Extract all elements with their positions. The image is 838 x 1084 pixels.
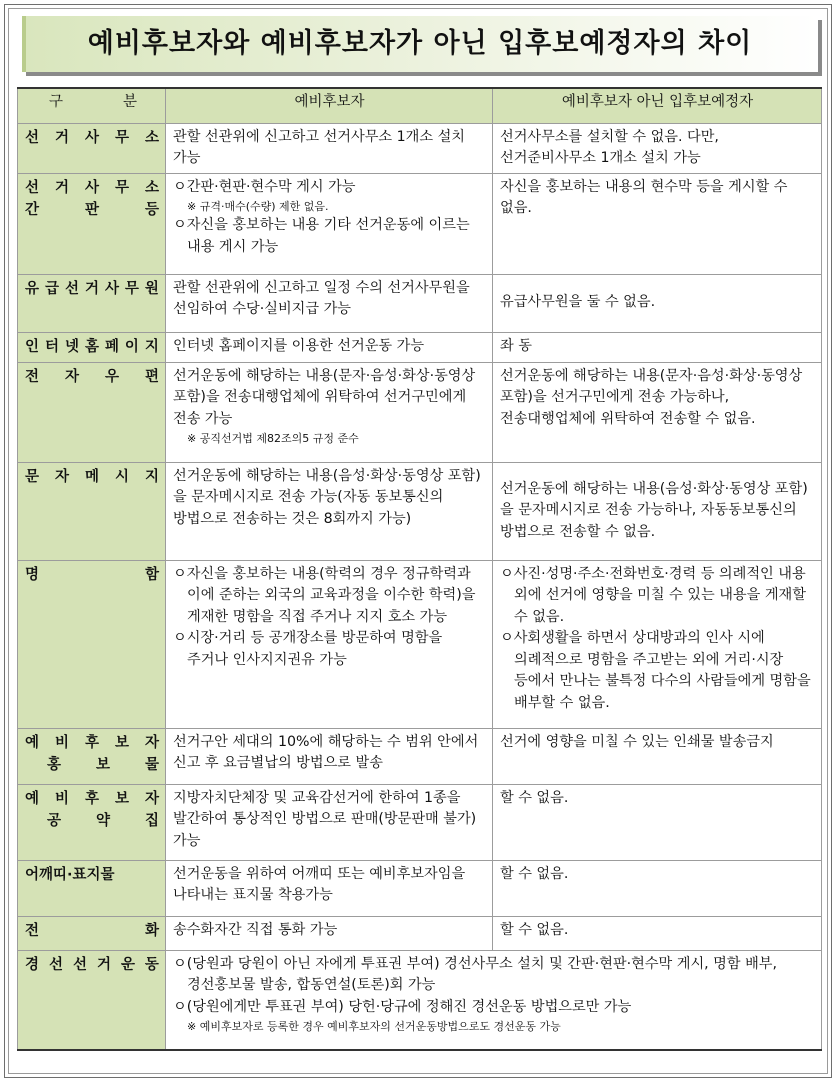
candidate-cell bbox=[166, 784, 493, 860]
category-char: 거 bbox=[84, 280, 99, 297]
cell-text: 선거운동에 해당하는 내용(음성·화상·동영상 포함)을 문자메시지로 전송 가능(자동 동보통신의 방법으로 전송하는 것은 8회까지 가능) bbox=[173, 467, 481, 527]
category-char: 선 bbox=[72, 956, 87, 973]
cell-text: 선거운동에 해당하는 내용(문자·음성·화상·동영상 포함)을 선거구민에게 전송 가능하나, 전송대행업체에 위탁하여 전송할 수 없음. bbox=[500, 367, 803, 427]
category-char: 등 bbox=[144, 201, 159, 218]
category-char: 거 bbox=[54, 179, 69, 196]
category-char: 넷 bbox=[64, 338, 79, 355]
category-label bbox=[25, 278, 159, 300]
table-row bbox=[18, 332, 822, 362]
cell-text: 선거에 영향을 미칠 수 있는 인쇄물 발송금지 bbox=[500, 733, 774, 750]
category-char: 선 bbox=[64, 280, 79, 297]
category-cell bbox=[18, 784, 166, 860]
category-label bbox=[25, 177, 159, 199]
candidate-cell bbox=[166, 462, 493, 560]
category-char: 사 bbox=[84, 129, 99, 146]
table-row bbox=[18, 950, 822, 1050]
category-char: 간 bbox=[25, 201, 40, 218]
cell-text: 선거운동을 위하여 어깨띠 또는 예비후보자임을 나타내는 표지물 착용가능 bbox=[173, 865, 466, 903]
category-char: 비 bbox=[54, 734, 69, 751]
category-char: 자 bbox=[144, 734, 159, 751]
category-char: 판 bbox=[84, 201, 99, 218]
table-row bbox=[18, 916, 822, 950]
cell-text: 관할 선관위에 신고하고 선거사무소 1개소 설치 가능 bbox=[173, 128, 465, 166]
category-label-line2 bbox=[25, 199, 159, 221]
category-char: 사 bbox=[104, 280, 119, 297]
cell-text: 선거운동에 해당하는 내용(문자·음성·화상·동영상 포함)을 전송대행업체에 위탁하여 선거구민에게 전송 가능 bbox=[173, 367, 476, 427]
non-candidate-cell bbox=[493, 916, 822, 950]
candidate-cell bbox=[166, 173, 493, 274]
cell-text: 송수화자간 직접 통화 가능 bbox=[173, 921, 338, 938]
category-char: 예 bbox=[25, 790, 40, 807]
non-candidate-cell bbox=[493, 462, 822, 560]
category-char: 집 bbox=[144, 812, 159, 829]
category-char: 사 bbox=[84, 179, 99, 196]
category-char: 거 bbox=[96, 956, 111, 973]
category-char: 자 bbox=[64, 368, 79, 385]
header-row bbox=[18, 88, 822, 123]
cell-text: 유급사무원을 둘 수 없음. bbox=[500, 294, 656, 311]
cell-bullet: ㅇ(당원과 당원이 아닌 자에게 투표권 부여) 경선사무소 설치 및 간판·현판·현수막 게시, 명함 배부, 경선홍보물 발송, 합동연설(토론)회 가능 bbox=[173, 955, 778, 993]
cell-text: 할 수 없음. bbox=[500, 789, 569, 806]
non-candidate-cell bbox=[493, 560, 822, 728]
category-char: 비 bbox=[54, 790, 69, 807]
category-char: 선 bbox=[48, 956, 63, 973]
cell-text: 선거사무소를 설치할 수 없음. 다만, 선거준비사무소 1개소 설치 가능 bbox=[500, 128, 719, 166]
category-label bbox=[25, 466, 159, 488]
category-label-line2 bbox=[25, 810, 159, 832]
cell-text: 지방자치단체장 및 교육감선거에 한하여 1종을 발간하여 통상적인 방법으로 판매(방문판매 불가) 가능 bbox=[173, 789, 477, 849]
category-char: 무 bbox=[124, 280, 139, 297]
category-char: 함 bbox=[144, 566, 159, 583]
category-char: 홍 bbox=[47, 756, 62, 773]
category-char: 이 bbox=[124, 338, 139, 355]
category-char: 경 bbox=[25, 956, 40, 973]
cell-text: 관할 선관위에 신고하고 일정 수의 선거사무원을 선임하여 수당·실비지급 가능 bbox=[173, 279, 470, 317]
category-char: 거 bbox=[54, 129, 69, 146]
table-row bbox=[18, 123, 822, 173]
category-cell bbox=[18, 950, 166, 1050]
category-char: 원 bbox=[144, 280, 159, 297]
page-title: 예비후보자와 예비후보자가 아닌 입후보예정자의 차이 bbox=[87, 28, 753, 59]
category-char: 문 bbox=[25, 468, 40, 485]
candidate-cell bbox=[166, 123, 493, 173]
category-char: 자 bbox=[54, 468, 69, 485]
category-char: 후 bbox=[84, 734, 99, 751]
category-char: 인 bbox=[25, 338, 40, 355]
category-char: 예 bbox=[25, 734, 40, 751]
category-char: 지 bbox=[144, 338, 159, 355]
category-char: 보 bbox=[114, 734, 129, 751]
candidate-cell bbox=[166, 728, 493, 784]
cell-note: ※ 예비후보자로 등록한 경우 예비후보자의 선거운동방법으로도 경선운동 가능 bbox=[187, 1020, 561, 1033]
non-candidate-cell bbox=[493, 860, 822, 916]
category-char: 홈 bbox=[84, 338, 99, 355]
category-cell bbox=[18, 560, 166, 728]
cell-text: 인터넷 홈페이지를 이용한 선거운동 가능 bbox=[173, 337, 425, 354]
category-char: 보 bbox=[95, 756, 110, 773]
table-row bbox=[18, 728, 822, 784]
candidate-cell bbox=[166, 560, 493, 728]
cell-text: 선거운동에 해당하는 내용(음성·화상·동영상 포함)을 문자메시지로 전송 가능하나, 자동동보통신의 방법으로 전송할 수 없음. bbox=[500, 480, 808, 540]
category-char: 메 bbox=[84, 468, 99, 485]
category-cell bbox=[18, 173, 166, 274]
non-candidate-cell bbox=[493, 784, 822, 860]
category-char: 소 bbox=[144, 129, 159, 146]
category-char: 화 bbox=[144, 922, 159, 939]
cell-bullet: ㅇ자신을 홍보하는 내용 기타 선거운동에 이르는 내용 게시 가능 bbox=[173, 217, 470, 255]
cell-text: 선거구안 세대의 10%에 해당하는 수 범위 안에서 신고 후 요금별납의 방법으로 발송 bbox=[173, 733, 479, 771]
category-label-line2 bbox=[25, 754, 159, 776]
cell-text: 좌 동 bbox=[500, 337, 532, 354]
header-category-label: 구 분 bbox=[49, 94, 137, 110]
category-label bbox=[25, 788, 159, 810]
cell-bullet: ㅇ사진·성명·주소·전화번호·경력 등 의례적인 내용 외에 선거에 영향을 미칠 수 있는 내용을 게재할 수 없음. bbox=[500, 565, 806, 625]
cell-text: 자신을 홍보하는 내용의 현수막 등을 게시할 수 없음. bbox=[500, 178, 788, 216]
category-char: 물 bbox=[144, 756, 159, 773]
category-cell bbox=[18, 332, 166, 362]
category-char: 선 bbox=[25, 129, 40, 146]
candidate-cell bbox=[166, 332, 493, 362]
cell-bullet: ㅇ(당원에게만 투표권 부여) 당헌·당규에 정해진 경선운동 방법으로만 가능 bbox=[173, 998, 632, 1015]
category-cell bbox=[18, 462, 166, 560]
non-candidate-cell bbox=[493, 123, 822, 173]
category-char: 페 bbox=[104, 338, 119, 355]
category-label bbox=[25, 127, 159, 149]
table-row bbox=[18, 860, 822, 916]
category-label: 어깨띠·표지물 bbox=[25, 866, 115, 883]
header-category bbox=[18, 88, 166, 123]
category-char: 명 bbox=[25, 566, 40, 583]
category-char: 무 bbox=[114, 179, 129, 196]
merged-cell bbox=[166, 950, 822, 1050]
category-char: 운 bbox=[120, 956, 135, 973]
category-cell bbox=[18, 362, 166, 462]
non-candidate-cell bbox=[493, 728, 822, 784]
category-cell bbox=[18, 728, 166, 784]
table-row bbox=[18, 173, 822, 274]
category-label bbox=[25, 920, 159, 942]
header-col1: 예비후보자 bbox=[166, 88, 493, 123]
cell-note: ※ 공직선거법 제82조의5 규정 준수 bbox=[187, 432, 359, 445]
category-char: 시 bbox=[114, 468, 129, 485]
non-candidate-cell bbox=[493, 362, 822, 462]
cell-text: 할 수 없음. bbox=[500, 865, 569, 882]
category-char: 약 bbox=[95, 812, 110, 829]
category-char: 우 bbox=[104, 368, 119, 385]
cell-note: ※ 규격·매수(수량) 제한 없음. bbox=[187, 200, 329, 213]
table-row bbox=[18, 274, 822, 332]
category-char: 후 bbox=[84, 790, 99, 807]
non-candidate-cell bbox=[493, 332, 822, 362]
category-char: 보 bbox=[114, 790, 129, 807]
table-row bbox=[18, 560, 822, 728]
comparison-table bbox=[17, 87, 822, 1051]
cell-bullet: ㅇ간판·현판·현수막 게시 가능 bbox=[173, 178, 356, 195]
candidate-cell bbox=[166, 916, 493, 950]
candidate-cell bbox=[166, 274, 493, 332]
category-label bbox=[25, 954, 159, 976]
category-char: 편 bbox=[144, 368, 159, 385]
category-char: 유 bbox=[25, 280, 40, 297]
category-char: 공 bbox=[47, 812, 62, 829]
table-row bbox=[18, 362, 822, 462]
category-char: 선 bbox=[25, 179, 40, 196]
cell-bullet: ㅇ사회생활을 하면서 상대방과의 인사 시에 의례적으로 명함을 주고받는 외에 거리·시장 등에서 만나는 불특정 다수의 사람들에게 명함을 배부할 수 없음. bbox=[500, 630, 811, 711]
category-label bbox=[25, 366, 159, 388]
category-char: 터 bbox=[44, 338, 59, 355]
cell-bullet: ㅇ시장·거리 등 공개장소를 방문하여 명함을 주거나 인사지지권유 가능 bbox=[173, 630, 443, 668]
category-char: 급 bbox=[44, 280, 59, 297]
header-col2: 예비후보자 아닌 입후보예정자 bbox=[493, 88, 822, 123]
non-candidate-cell bbox=[493, 274, 822, 332]
cell-bullet: ㅇ자신을 홍보하는 내용(학력의 경우 정규학력과 이에 준하는 외국의 교육과정을 이수한 학력)을 게재한 명함을 직접 주거나 지지 호소 가능 bbox=[173, 565, 476, 625]
category-cell bbox=[18, 274, 166, 332]
candidate-cell bbox=[166, 362, 493, 462]
table-row bbox=[18, 462, 822, 560]
non-candidate-cell bbox=[493, 173, 822, 274]
category-cell bbox=[18, 123, 166, 173]
category-char: 지 bbox=[144, 468, 159, 485]
category-label bbox=[25, 564, 159, 586]
cell-text: 할 수 없음. bbox=[500, 921, 569, 938]
table-row bbox=[18, 784, 822, 860]
category-char: 전 bbox=[25, 368, 40, 385]
category-cell bbox=[18, 916, 166, 950]
category-cell bbox=[18, 860, 166, 916]
candidate-cell bbox=[166, 860, 493, 916]
category-char: 자 bbox=[144, 790, 159, 807]
category-char: 무 bbox=[114, 129, 129, 146]
category-label bbox=[25, 336, 159, 358]
category-char: 전 bbox=[25, 922, 40, 939]
category-char: 소 bbox=[144, 179, 159, 196]
category-label bbox=[25, 732, 159, 754]
category-char: 동 bbox=[144, 956, 159, 973]
